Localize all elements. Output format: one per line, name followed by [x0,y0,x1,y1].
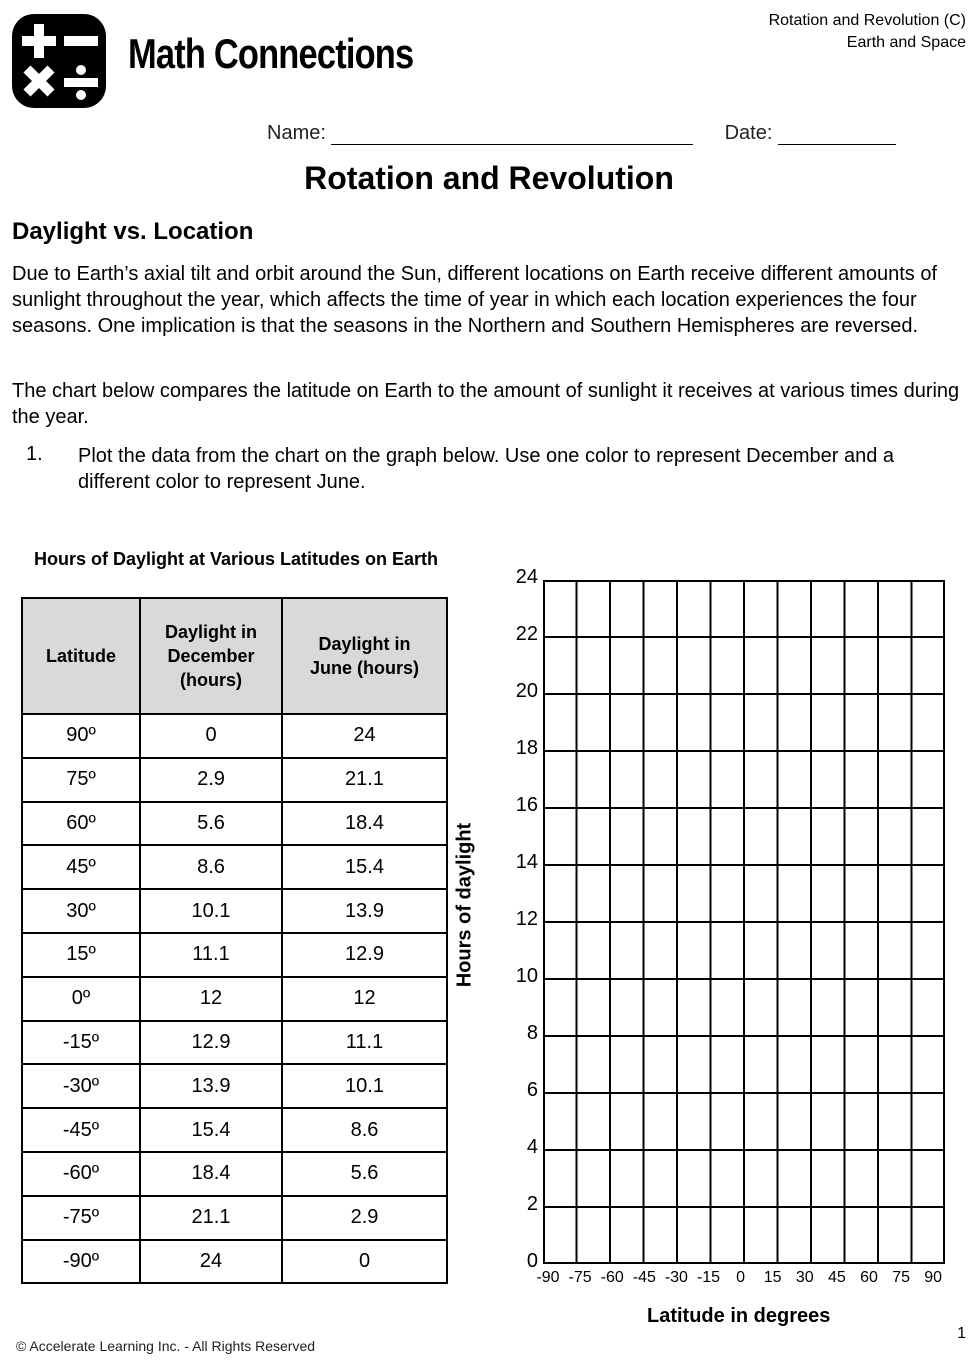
x-tick-label: 15 [763,1269,782,1286]
december-cell: 21.1 [140,1196,282,1240]
y-tick-label: 24 [515,566,538,588]
table-row [22,1021,447,1065]
latitude-cell: -90º [22,1240,140,1284]
name-date-line [267,122,896,145]
x-tick-label: 0 [736,1269,746,1286]
y-tick-label: 4 [526,1136,538,1158]
date-field[interactable] [778,124,896,145]
question-text: Plot the data from the chart on the graph below. Use one color to represent December and a different color to represent June. [78,445,895,493]
table-row [22,1108,447,1152]
june-cell: 15.4 [282,845,447,889]
x-tick-label: -60 [600,1269,624,1286]
y-tick-label: 8 [526,1022,538,1044]
june-cell: 2.9 [282,1196,447,1240]
table-row [22,977,447,1021]
june-cell: 13.9 [282,889,447,933]
june-cell: 24 [282,714,447,758]
y-tick-label: 14 [515,851,538,873]
december-cell: 24 [140,1240,282,1284]
y-tick-label: 6 [526,1079,538,1101]
latitude-cell: 45º [22,845,140,889]
december-cell: 15.4 [140,1108,282,1152]
y-tick-label: 22 [515,623,538,645]
x-tick-label: 60 [860,1269,878,1286]
col-header-june: Daylight in June (hours) [282,598,447,714]
name-label: Name: [267,122,326,144]
latitude-cell: 60º [22,802,140,846]
col-header-latitude: Latitude [22,598,140,714]
x-tick-label: 75 [892,1269,910,1286]
latitude-cell: 30º [22,889,140,933]
december-cell: 10.1 [140,889,282,933]
header-info [769,10,966,54]
june-cell: 18.4 [282,802,447,846]
june-cell: 12.9 [282,933,447,977]
x-tick-label: -90 [536,1269,560,1286]
brand-name: Math Connections [128,30,414,77]
december-cell: 8.6 [140,845,282,889]
latitude-cell: 75º [22,758,140,802]
y-tick-label: 20 [515,680,538,702]
y-tick-label: 2 [526,1193,538,1215]
december-cell: 12.9 [140,1021,282,1065]
latitude-cell: -45º [22,1108,140,1152]
table-row [22,845,447,889]
x-tick-label: -45 [632,1269,656,1286]
blank-graph-grid[interactable] [543,580,945,1264]
name-field[interactable] [331,124,693,145]
page-number: 1 [957,1325,966,1342]
date-label: Date: [724,122,773,144]
y-tick-label: 0 [526,1250,538,1272]
table-row [22,889,447,933]
latitude-cell: -30º [22,1064,140,1108]
x-tick-label: 30 [795,1269,814,1286]
june-cell: 21.1 [282,758,447,802]
table-row [22,758,447,802]
december-cell: 2.9 [140,758,282,802]
table-row [22,1152,447,1196]
unit-title: Rotation and Revolution (C) [768,12,966,29]
table-row [22,714,447,758]
december-cell: 0 [140,714,282,758]
december-cell: 5.6 [140,802,282,846]
y-tick-label: 18 [515,737,538,759]
x-tick-label: -30 [664,1269,688,1286]
table-row [22,933,447,977]
x-tick-label: -75 [568,1269,592,1286]
table-title: Hours of Daylight at Various Latitudes on Earth [34,549,439,569]
y-axis-label: Hours of daylight [453,822,476,988]
table-row [22,1064,447,1108]
x-axis-label: Latitude in degrees [647,1305,831,1327]
december-cell: 11.1 [140,933,282,977]
intro-paragraph: Due to Earth’s axial tilt and orbit around the Sun, different locations on Earth receive different amounts of sunlight throughout the year, which affects the time of year in which each location experiences the four seasons. One implication is that the seasons in the Northern and Southern Hemispheres are reversed. [12,263,937,337]
latitude-cell: -75º [22,1196,140,1240]
x-tick-label: -15 [696,1269,721,1286]
december-cell: 18.4 [140,1152,282,1196]
y-tick-label: 10 [515,965,538,987]
copyright-footer: © Accelerate Learning Inc. - All Rights Reserved [16,1338,316,1354]
latitude-cell: 15º [22,933,140,977]
x-tick-label: 90 [924,1269,943,1286]
col-header-december: Daylight in December (hours) [140,598,282,714]
december-cell: 13.9 [140,1064,282,1108]
latitude-cell: 90º [22,714,140,758]
table-row [22,802,447,846]
june-cell: 0 [282,1240,447,1284]
latitude-cell: 0º [22,977,140,1021]
june-cell: 8.6 [282,1108,447,1152]
june-cell: 5.6 [282,1152,447,1196]
june-cell: 12 [282,977,447,1021]
latitude-cell: -15º [22,1021,140,1065]
latitude-cell: -60º [22,1152,140,1196]
subject: Earth and Space [846,34,966,51]
chart-intro-paragraph: The chart below compares the latitude on Earth to the amount of sunlight it receives at various times during the year. [12,380,960,428]
table-row [22,1196,447,1240]
x-tick-label: 45 [827,1269,846,1286]
y-tick-label: 16 [515,794,538,816]
daylight-table [21,597,448,1284]
june-cell: 10.1 [282,1064,447,1108]
question-number: 1. [26,443,43,465]
y-tick-label: 12 [515,908,538,930]
math-symbols-logo-icon [12,14,106,108]
december-cell: 12 [140,977,282,1021]
june-cell: 11.1 [282,1021,447,1065]
table-row [22,1240,447,1284]
page-title: Rotation and Revolution [304,160,674,196]
section-title: Daylight vs. Location [12,218,254,245]
